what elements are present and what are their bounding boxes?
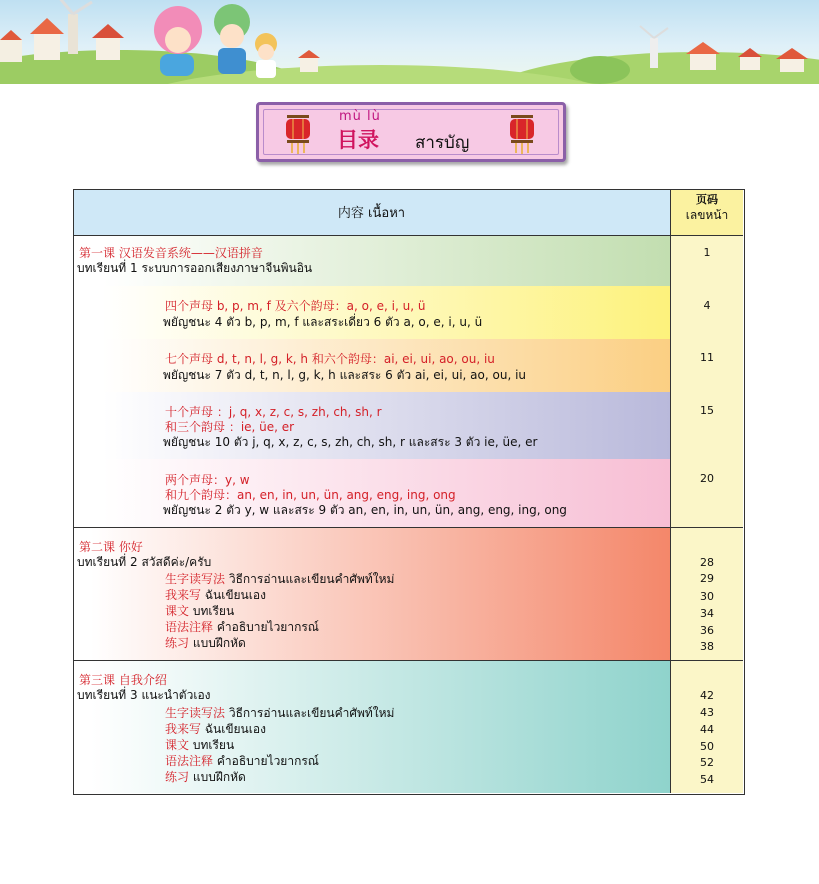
item-page: 29	[700, 572, 714, 585]
sub-page: 11	[700, 351, 714, 364]
sub-page: 20	[700, 472, 714, 485]
list-item: 生字读写法 วิธีการอ่านและเขียนคำศัพท์ใหม่	[165, 572, 395, 586]
lesson2-page: 28	[700, 556, 714, 569]
lesson2-title-th: บทเรียนที่ 2 สวัสดีค่ะ/ครับ	[77, 555, 212, 569]
sub-page: 15	[700, 404, 714, 417]
sub-title-cn: 和九个韵母：an, en, in, un, ün, ang, eng, ing, ong	[165, 488, 456, 502]
list-item: 课文 บทเรียน	[165, 604, 235, 618]
item-page: 50	[700, 740, 714, 753]
item-page: 43	[700, 706, 714, 719]
sub-title-cn: 和三个韵母 ：ie, üe, er	[165, 420, 295, 434]
list-item: 课文 บทเรียน	[165, 738, 235, 752]
item-page: 30	[700, 590, 714, 603]
cartoon-scene-illustration	[0, 0, 819, 84]
sub-title-th: พยัญชนะ 2 ตัว y, w และสระ 9 ตัว an, en, in, un, ün, ang, eng, ing, ong	[163, 503, 567, 517]
lesson1-title-cn: 第一课 汉语发音系统——汉语拼音	[79, 246, 263, 260]
sub-title-th: พยัญชนะ 7 ตัว d, t, n, l, g, k, h และสระ 6 ตัว ai, ei, ui, ao, ou, iu	[163, 368, 527, 382]
item-page: 34	[700, 607, 714, 620]
list-item: 生字读写法 วิธีการอ่านและเขียนคำศัพท์ใหม่	[165, 706, 395, 720]
toc-table	[73, 189, 745, 795]
table-border	[73, 189, 745, 795]
lantern-icon	[283, 113, 313, 155]
list-item: 练习 แบบฝึกหัด	[165, 636, 246, 650]
title-pinyin: mù lù	[339, 109, 381, 124]
item-page: 44	[700, 723, 714, 736]
title-thai: สารบัญ	[415, 133, 470, 153]
sub-page: 4	[703, 299, 711, 312]
title-chinese: 目录	[337, 128, 379, 152]
list-item: 我来写 ฉันเขียนเอง	[165, 588, 266, 602]
item-page: 52	[700, 756, 714, 769]
lesson1-page: 1	[703, 246, 711, 259]
lesson3-page: 42	[700, 689, 714, 702]
list-item: 练习 แบบฝึกหัด	[165, 770, 246, 784]
list-item: 语法注释 คำอธิบายไวยากรณ์	[165, 754, 319, 768]
sub-title-cn: 两个声母：y, w	[165, 473, 250, 487]
sub-title-cn: 十个声母 ：j, q, x, z, c, s, zh, ch, sh, r	[165, 405, 382, 419]
lesson3-title-cn: 第三课 自我介绍	[79, 673, 167, 687]
item-page: 54	[700, 773, 714, 786]
toc-title-plate	[256, 102, 566, 162]
page-column-label-th: เลขหน้า	[685, 208, 729, 222]
sub-title-th: พยัญชนะ 4 ตัว b, p, m, f และสระเดี่ยว 6 ตัว a, o, e, i, u, ü	[163, 315, 483, 329]
lesson1-title-th: บทเรียนที่ 1 ระบบการออกเสียงภาษาจีนพินอิน	[77, 261, 313, 275]
header-banner	[0, 0, 819, 84]
sub-title-cn: 七个声母 d, t, n, l, g, k, h 和六个韵母：ai, ei, ui, ao, ou, iu	[165, 352, 495, 366]
sub-title-cn: 四个声母 b, p, m, f 及六个韵母：a, o, e, i, u, ü	[165, 299, 426, 313]
list-item: 我来写 ฉันเขียนเอง	[165, 722, 266, 736]
lesson3-title-th: บทเรียนที่ 3 แนะนำตัวเอง	[77, 688, 211, 702]
item-page: 36	[700, 624, 714, 637]
lesson2-title-cn: 第二课 你好	[79, 540, 143, 554]
sub-title-th: พยัญชนะ 10 ตัว j, q, x, z, c, s, zh, ch, sh, r และสระ 3 ตัว ie, üe, er	[163, 435, 538, 449]
lantern-icon	[507, 113, 537, 155]
content-column-label: 内容 เนื้อหา	[337, 206, 406, 221]
list-item: 语法注释 คำอธิบายไวยากรณ์	[165, 620, 319, 634]
page-column-label-cn: 页码	[696, 193, 718, 206]
item-page: 38	[700, 640, 714, 653]
